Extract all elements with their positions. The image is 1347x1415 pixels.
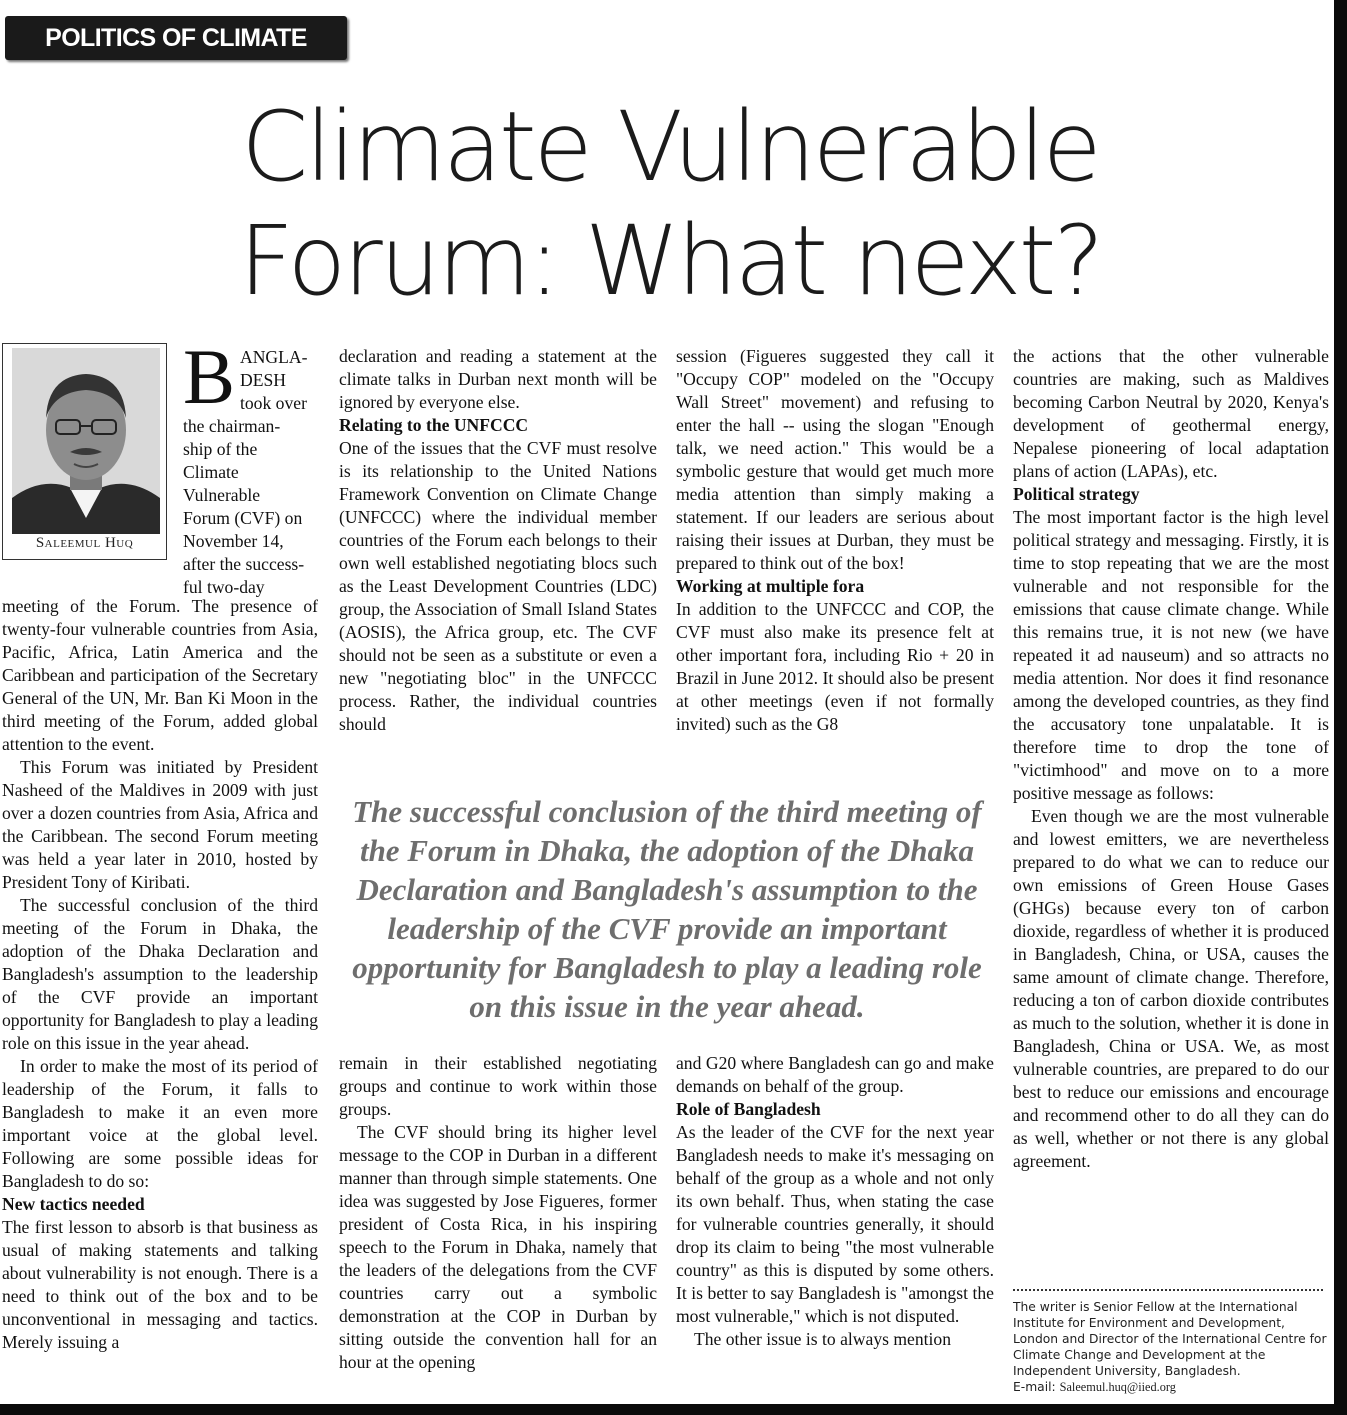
email-link[interactable]: Saleemul.huq@iied.org [1059,1380,1176,1394]
author-portrait-image [12,348,160,534]
subheading: Working at multiple fora [676,576,865,596]
intro-line: November 14, [183,531,284,551]
paragraph: remain in their established negotiating groups and continue to work within those groups. [339,1053,657,1119]
column-1 [2,595,318,1354]
paragraph: and G20 where Bangladesh can go and make demands on behalf of the group. [676,1053,994,1096]
author-footnote [1013,1299,1329,1395]
subheading: New tactics needed [2,1194,145,1214]
paragraph: session (Figueres suggested they call it "Occupy COP" modeled on the "Occupy Wall Street" movement) and refusing to enter the hall -- using the slogan "Enough talk, we need action." This would be a symbolic gesture that would get much more media attention than simply making a statement. If our leaders are serious about raising their issues at Durban, they must be prepared to think out of the box! [676,346,994,573]
paragraph: The first lesson to absorb is that business as usual of making statements and talking about vulnerability is not enough. There is a need to think out of the box and to be unconventional in messaging and tactics. Merely issuing a [2,1217,318,1352]
paragraph: the actions that the other vulnerable countries are making, such as Maldives becoming Carbon Neutral by 2020, Kenya's development of geothermal energy, Nepalese pioneering of local adaptation plans of action (LAPAs), etc. [1013,346,1329,481]
column-4 [1013,345,1329,1173]
intro-line: ship of the [183,439,258,459]
paragraph: The successful conclusion of the third meeting of the Forum in Dhaka, the adoption of the Dhaka Declaration and Bangladesh's assumption to the leadership of the CVF provide an important opportunity for Bangladesh to play a leading role on this issue in the year ahead. [2,895,318,1053]
drop-cap: B [183,333,236,420]
intro-line: after the success- [183,554,305,574]
section-kicker: POLITICS OF CLIMATE CHANGE [5,16,347,60]
subheading: Relating to the UNFCCC [339,415,529,435]
paragraph: The CVF should bring its higher level message to the COP in Durban in a different manner than through simple statements. One idea was suggested by Jose Figueres, former president of Costa Rica, in his inspiring speech to the Forum in Dhaka, namely that the leaders of the delegations from the CVF countries carry out a symbolic demonstration at the COP in Durban by sitting outside the convention hall for an hour at the opening [339,1122,657,1372]
paragraph: declaration and reading a statement at the climate talks in Durban next month will be ignored by everyone else. [339,346,657,412]
column-2-bottom [339,1052,657,1374]
page-edge-bar [1334,0,1347,1415]
intro-lines [183,346,319,599]
author-photo [12,348,160,534]
paragraph: In order to make the most of its period of leadership of the Forum, it falls to Bangladesh to make it an even more important voice at the global level. Following are some possible ideas for Bangladesh to do so: [2,1056,318,1191]
author-photo-box [2,343,167,560]
paragraph: This Forum was initiated by President Nasheed of the Maldives in 2009 with just over a dozen countries from Asia, Africa and the Caribbean. The second Forum meeting was held a year later in 2010, hosted by President Tony of Kiribati. [2,757,318,892]
email-label: E-mail: [1013,1380,1056,1394]
headline-line-1: Climate Vulnerable [241,91,1099,203]
column-3-top [676,345,994,736]
subheading: Role of Bangladesh [676,1099,821,1119]
column-3-bottom [676,1052,994,1351]
intro-line: ANGLA- [240,347,308,367]
paragraph: As the leader of the CVF for the next year Bangladesh needs to make it's messaging on behalf of the group as a whole and not only its own behalf. Thus, when stating the case for vulnerable countries generally, it should drop its claim to being "the most vulnerable country" as this is disputed by some others. It is better to say Bangladesh is "amongst the most vulnerable," which is not disputed. [676,1122,994,1326]
intro-line: DESH [240,370,286,390]
paragraph: meeting of the Forum. The presence of twenty-four vulnerable countries from Asia, Pacific, Africa, Latin America and the Caribbean and participation of the Secretary General of the UN, Mr. Ban Ki Moon in the third meeting of the Forum, added global attention to the event. [2,596,318,754]
headline [150,90,1190,318]
pull-quote: The successful conclusion of the third meeting of the Forum in Dhaka, the adoption of the Dhaka Declaration and Bangladesh's assumption to the leadership of the CVF provide an important opportunity for Bangladesh to play a leading role on this issue in the year ahead. [352,794,982,1024]
author-byline: Saleemul Huq [35,535,134,551]
footnote-divider [1013,1289,1323,1291]
intro-line: Vulnerable [183,485,261,505]
paragraph: The other issue is to always mention [694,1329,952,1349]
paragraph: One of the issues that the CVF must resolve is its relationship to the United Nations Framework Convention on Climate Change (UNFCCC) where the individual member countries of the Forum each belongs to their own well established negotiating blocs such as the Least Development Countries (LDC) group, the Association of Small Island States (AOSIS), the Africa group, etc. The CVF should not be seen as a substitute or even a new "negotiating bloc" in the UNFCCC process. Rather, the individual countries should [339,438,657,734]
intro-line: Climate [183,462,239,482]
intro-line: the chairman- [183,416,281,436]
intro-line: took over [240,393,307,413]
paragraph: The most important factor is the high level political strategy and messaging. Firstly, it is time to stop repeating that we are the most vulnerable and not responsible for the emissions that cause climate change. While this remains true, it is not new (we have repeated it ad nauseum) and so attracts no media attention. Nor does it find resonance among the developed countries, as they find the accusatory tone unpalatable. It is therefore time to drop the tone of "victimhood" and move on to a more positive message as follows: [1013,507,1329,803]
footnote-text: The writer is Senior Fellow at the International Institute for Environment and Development, London and Director of the International Centre for Climate Change and Development at the Independent University, Bangladesh. [1013,1300,1327,1378]
paragraph: Even though we are the most vulnerable and lowest emitters, we are nevertheless prepared to do what we can to reduce our own emissions of Green House Gases (GHGs) because every ton of carbon dioxide, regardless of whether it is produced in Bangladesh, China, or USA, causes the same amount of climate change. Therefore, reducing a ton of carbon dioxide contributes as much to the solution, whether it is done in Bangladesh, China or USA. We, as most vulnerable countries, are prepared to do our best to reduce our emissions and encourage and recommend other to do all they can do as well, whether or not there is any global agreement. [1013,806,1329,1171]
page-bottom-bar [0,1404,1347,1415]
headline-line-2: Forum: What next? [238,205,1102,317]
subheading: Political strategy [1013,484,1140,504]
intro-line: Forum (CVF) on [183,508,303,528]
paragraph: In addition to the UNFCCC and COP, the CVF must also make its presence felt at other important fora, including Rio + 20 in Brazil in June 2012. It should also be present at other meetings (even if not formally invited) such as the G8 [676,599,994,734]
intro-line: ful two-day [183,577,265,597]
column-2-top [339,345,657,736]
